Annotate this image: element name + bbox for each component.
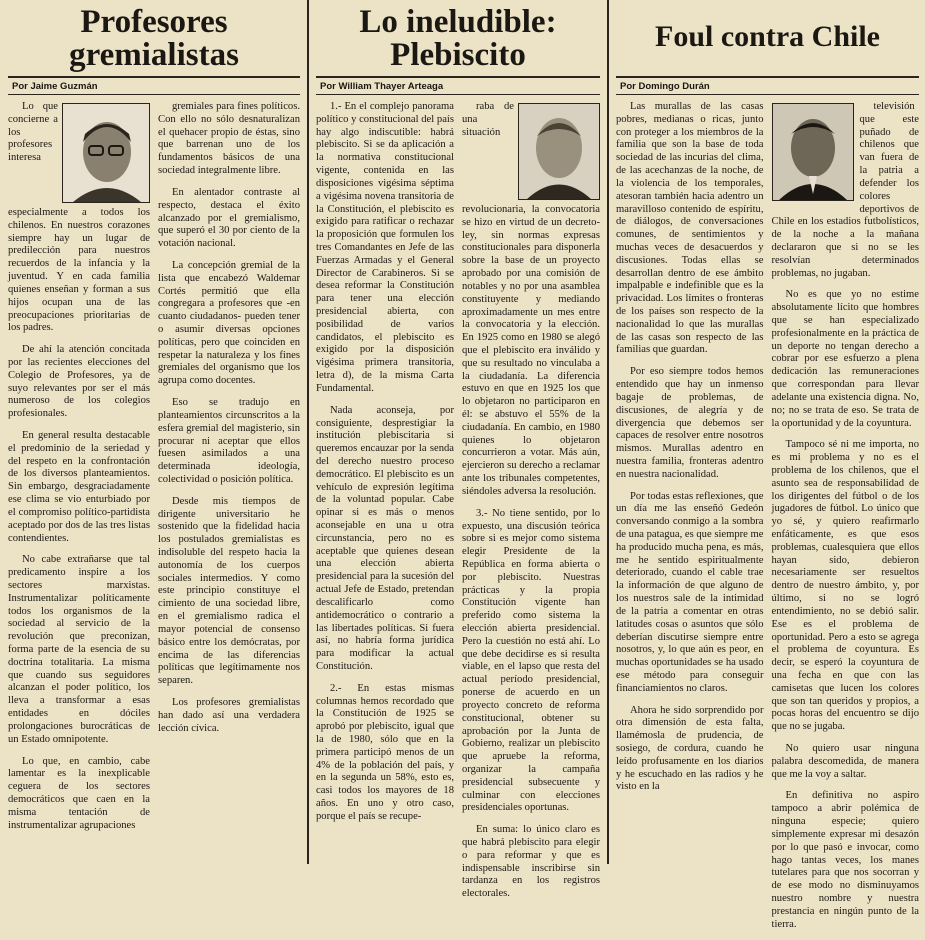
headline: Lo ineludible: Plebiscito <box>359 4 557 73</box>
paragraph: En general resulta destacable el predominio de la seriedad y del respeto en la confrontación de los diversos planteamientos. Sin embargo, desgraciadamente ese clima se vio enturbiado por el compromiso político-partidista aceptado por dos de las tres listas contendientes. <box>8 430 150 544</box>
author-photo <box>518 103 600 200</box>
rule <box>616 76 919 78</box>
paragraph: Las murallas de las casas pobres, medianas o ricas, junto con proteger a los miembros de la familia que son la base de toda sociedad de las incurias del clima, de las acechanzas de la noche, de la violencia de los temporales, atesoran también hacia adentro un maravilloso contenido de espíritu, de diálogos, de conversaciones comunes, de sentimientos y muchas veces de desacuerdos y discusiones. Todas ellas se desarrollan dentro de ese ámbito impalpable e indefinible que es la privacidad. Los límites o fronteras de los países son respecto de la nacionalidad lo que las murallas de las casas son respecto de las familias que guardan. <box>616 101 764 356</box>
paragraph: En definitiva no aspiro tampoco a abrir polémica de ninguna especie; quiero simplemente expresar mi desazón por lo que pasó e invocar, como hago tantas veces, los manes tutelares para que nos socorran y de ese modo no disminuyamos nuestro nombre y nuestra prestancia en ningún punto de la tierra. <box>771 790 919 930</box>
paragraph: Tampoco sé ni me importa, no es mi problema y no es el problema de los chilenos, que el asunto sea de responsabilidad de los dirigentes del fútbol o de los jugadores de fútbol. Lo único que yo sé, y quiero reafirmarlo enfáticamente, es que esos problemas, cualesquiera que ellos hayan sido, debieron necesariamente ser resueltos dentro de nuestro ámbito, y, por último, si no se logró entendimiento, no se debió salir. Ese es el problema de oportunidad. Pero a esto se agrega el problema de coyuntura. Es decir, se esperó la coyuntura de una fecha en que con las camisetas que lucen los colores que son tan queridos y propios, a pocas horas del encuentro se dijo que no se jugaba. <box>771 439 919 733</box>
author-portrait-icon <box>63 104 149 202</box>
paragraph: Ahora he sido sorprendido por otra dimensión de esta falta, llamémosla de prudencia, de sosiego, de cordura, cuando he leído profusamente en los diarios y he escuchado en las radios y he visto en la <box>616 704 764 793</box>
column-2 <box>158 101 300 841</box>
paragraph: En alentador contraste al respecto, destaca el éxito alcanzado por el gremialismo, que superó el 30 por ciento de la votación nacional. <box>158 186 300 250</box>
rule <box>316 94 600 95</box>
column-1 <box>616 101 764 940</box>
article-columns <box>8 101 300 841</box>
column-1 <box>316 101 454 910</box>
paragraph: Desde mis tiempos de dirigente universitario he sostenido que la fidelidad hacia los postulados gremialistas es indisoluble del respeto hacia la autonomía de los cuerpos sociales intermedios. Y como este principio constituye el cimiento de una sociedad libre, en el gremialismo radica el mayor potencial de consenso básico entre los demócratas, por encima de las diferencias políticas que legítimamente nos separen. <box>158 495 300 687</box>
paragraph: Eso se tradujo en planteamientos circunscritos a la esfera gremial del magisterio, sin procurar ni aceptar que ellos fuesen asimilados a una determinada ideología, colectividad o posición política. <box>158 397 300 485</box>
author-portrait-icon <box>773 104 853 200</box>
column-2 <box>462 101 600 910</box>
article-foul-contra-chile <box>610 0 925 930</box>
paragraph: raba de una situación revolucionaria, la convocatoria se hizo en virtud de un decreto-ley, sin normas expresas constitucionales para disponerla sobre la base de un proyecto aprobado por una comisión de notables y no por una asamblea constituyente y mediando aproximadamente un mes entre la convocatoria y la elección. En 1925 como en 1980 se alegó que el plebiscito era inválido y que su resultado no vinculaba a la ciudadanía. La diferencia estuvo en que en 1925 los que lo objetaron no participaron en él: se abstuvo el 55% de la ciudadanía. En cambio, en 1980 quienes lo objetaron concurrieron a votar. Más aún, ejercieron su derecho a reclamar ante los tribunales competentes, siéndoles adversa la resolución. <box>462 101 600 497</box>
article-columns <box>616 101 919 940</box>
column-1 <box>8 101 150 841</box>
paragraph: No cabe extrañarse que tal predicamento inspire a los sectores marxistas. Instrumentalizar políticamente todos los organismos de la sociedad al servicio de la revolución que preconizan, forma parte de la esencia de su doctrina totalitaria. La misma que cuando sus seguidores alcanzan el poder político, los lleva a transformar a esas entidades en dóciles prolongaciones burocráticas de un Estado omnipotente. <box>8 554 150 745</box>
paragraph: 3.- No tiene sentido, por lo expuesto, una discusión teórica sobre si es mejor como sistema elegir Presidente de la República en forma abierta o por plebiscito. Nuestras prácticas y la propia Constitución vigente han preferido como sistema la elección abierta presidencial. Pero la cuestión no está ahí. Lo que debe decidirse es si resulta viable, en el lapso que resta del actual período presidencial, ponerse de acuerdo en un proyecto concreto de reforma constitucional, obtener su aprobación por la Junta de Gobierno, realizar un plebiscito que apruebe la reforma, organizar la campaña presidencial subsecuente y culminar con elecciones presidenciales oportunas. <box>462 507 600 814</box>
paragraph: Lo que concierne a los profesores interesa especialmente a todos los chilenos. En nuestros corazones siempre hay un lugar de predilección para nuestros recuerdos de la infancia y la juventud. Y en cada familia quienes enseñan y forman a sus hijos ocupan una de las preocupaciones prioritarias de los padres. <box>8 101 150 334</box>
article-profesores-gremialistas <box>0 0 306 864</box>
rule <box>616 94 919 95</box>
paragraph: De ahí la atención concitada por las recientes elecciones del Colegio de Profesores, ya de suyo relevantes por ser el más numeroso de los colegios profesionales. <box>8 344 150 420</box>
paragraph: televisión que este puñado de chilenos que van fuera de la patria a defender los colores deportivos de Chile en los estadios futbolísticos, de la noche a la mañana declararon que si no se les resolvían determinados problemas, no jugaban. <box>771 101 919 279</box>
paragraph: 2.- En estas mismas columnas hemos recordado que la Constitución de 1925 se aprobó por plebiscito, igual que la de 1980, sólo que en la primera participó menos de un 4% de la población del país, y en la segunda un 58%, esto es, casi todos los mayores de 18 años. En uno y otro caso, porque el país se recupe- <box>316 682 454 822</box>
rule <box>8 94 300 95</box>
author-photo <box>62 103 150 203</box>
author-photo <box>772 103 854 201</box>
headline: Profesores gremialistas <box>69 4 239 73</box>
byline: Por Domingo Durán <box>620 81 710 92</box>
paragraph: En suma: lo único claro es que habrá plebiscito para elegir o para reformar y que es indispensable inscribirse sin tardanza en los registros electorales. <box>462 824 600 900</box>
column-divider <box>307 0 309 864</box>
paragraph: La concepción gremial de la lista que encabezó Waldemar Cortés permitió que ella congregara a profesores que -en cuanto ciudadanos- pueden tener o asumir diversas opciones políticas, pero que coinciden en respetar la naturaleza y los fines gremiales del organismo que los agrupa como docentes. <box>158 259 300 387</box>
paragraph: Por eso siempre todos hemos entendido que hay un inmenso bagaje de problemas, de discusiones, de alegría y de divergencia que debemos ser capaces de resolver entre nosotros mismos. Murallas adentro en nuestra familia, fronteras adentro en nuestra nacionalidad. <box>616 366 764 480</box>
column-divider <box>607 0 609 864</box>
paragraph: No quiero usar ninguna palabra descomedida, de manera que me la voy a saltar. <box>771 743 919 780</box>
rule <box>8 76 300 78</box>
column-2 <box>772 101 920 940</box>
paragraph: No es que yo no estime absolutamente lícito que hombres que se han especializado profesionalmente en la práctica de un deporte no tengan derecho a cobrar por ese esfuerzo a plena dedicación las remuneraciones que correspondan para llevar adelante una existencia digna. No, no; no se trata de eso. Se trata de la oportunidad y de la coyuntura. <box>771 289 919 429</box>
article-lo-ineludible-plebiscito <box>310 0 606 900</box>
article-columns <box>316 101 600 910</box>
headline: Foul contra Chile <box>655 20 880 53</box>
author-portrait-icon <box>519 104 599 199</box>
paragraph: Nada aconseja, por consiguiente, desprestigiar la institución plebiscitaria si queremos encauzar por la senda del derecho nuestro proceso democrático. El plebiscito es un vehículo de expresión legítima de la voluntad popular. Cabe opinar si es más o menos aconsejable en una u otra circunstancia, pero no es aceptable que quienes desean una elección abierta presidencial para la sucesión del actual Jefe de Estado, pretendan descalificarlo como antidemocrático o contrario a las libertades políticas. Si fuera así, no habría forma jurídica para modificar la actual Constitución. <box>316 404 454 672</box>
paragraph: Por todas estas reflexiones, que un día me las enseñó Gedeón conversando conmigo a la sombra de una patagua, es que siempre me ha producido mucha pena, es más, me he sentido espiritualmente deteriorado, cuando el cable trae la información de que alguno de los nuestros sale de la intimidad de la patria a comentar en otras latitudes cosas o asuntos que sólo deberían discutirse siempre entre nosotros, y, lo que aún es peor, en muchas oportunidades se ha usado ese método para conseguir financiamientos no claros. <box>616 490 764 694</box>
paragraph: 1.- En el complejo panorama político y constitucional del país hay algo indiscutible: habrá plebiscito. Si se da aplicación a la normativa constitucional vigente, contenida en las disposiciones vigésima séptima a vigésima novena transitoria de la Constitución, el plebiscito es exigido para ratificar o rechazar la proposición que formulen los tres Comandantes en Jefe de las Fuerzas Armadas y el General Director de Carabineros. Si se desea reformar la Constitución para tener una elección presidencial abierta, con posibilidad de varios candidatos, el plebiscito es exigido por la disposición vigésima primera transitoria, letra d), de la misma Carta Fundamental. <box>316 101 454 394</box>
paragraph: gremiales para fines políticos. Con ello no sólo desnaturalizan el quehacer propio de éstas, sino que barrenan uno de los fundamentos básicos de una sociedad integralmente libre. <box>158 101 300 177</box>
rule <box>316 76 600 78</box>
byline: Por Jaime Guzmán <box>12 81 98 92</box>
paragraph: Lo que, en cambio, cabe lamentar es la inexplicable ceguera de los sectores democráticos que caen en la misma tentación de instrumentalizar agrupaciones <box>8 755 150 831</box>
byline: Por William Thayer Arteaga <box>320 81 444 92</box>
paragraph: Los profesores gremialistas han dado así una verdadera lección cívica. <box>158 696 300 734</box>
